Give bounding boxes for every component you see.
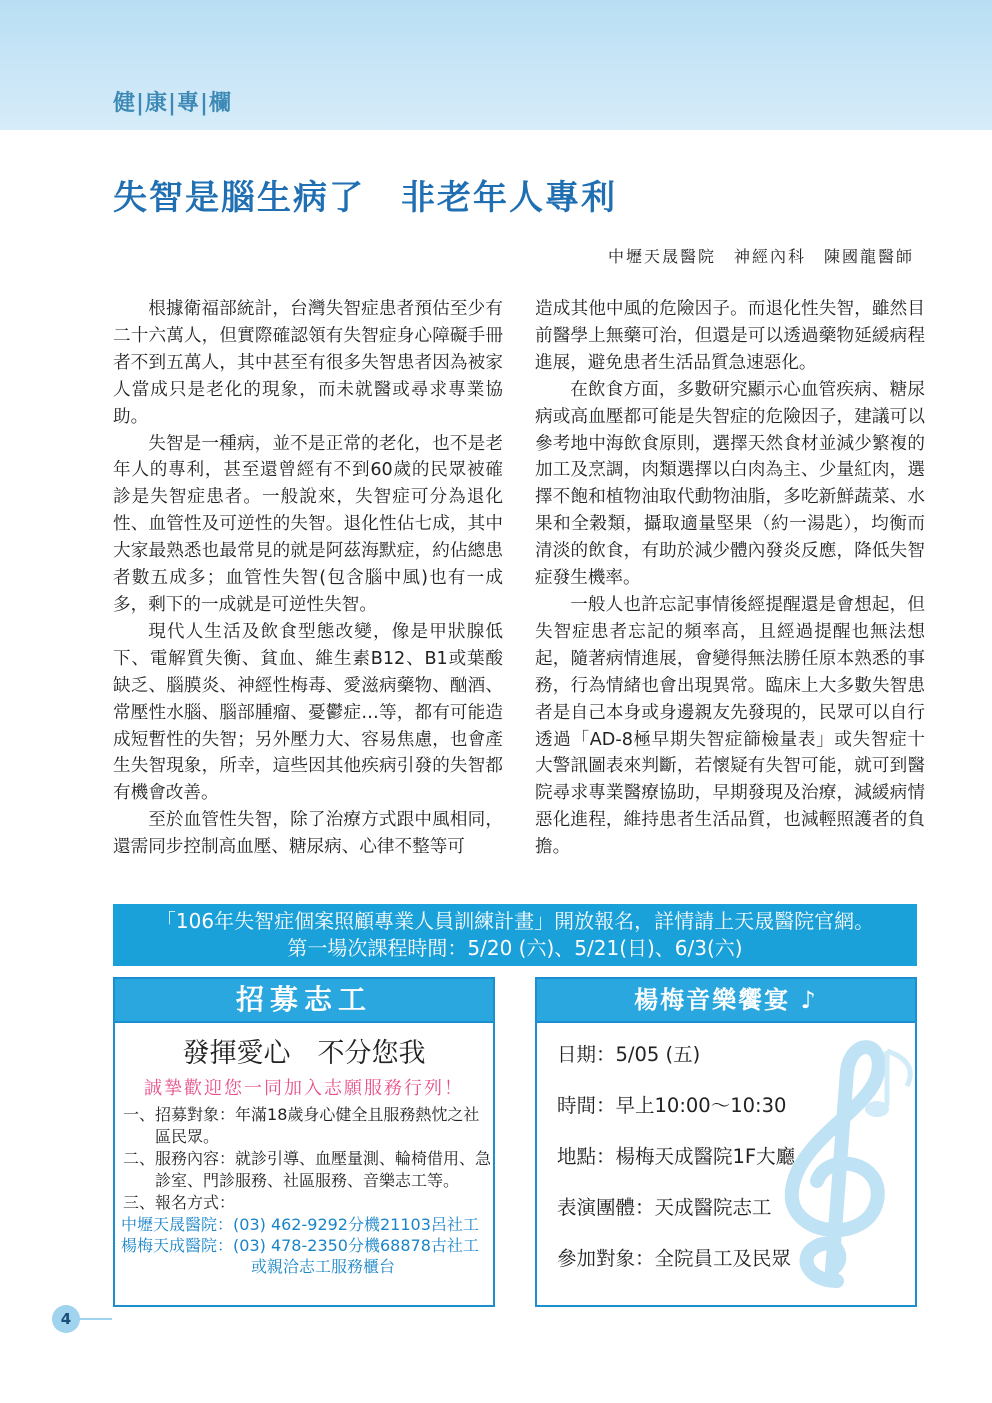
volunteer-box — [113, 977, 495, 1307]
concert-time: 時間：早上10:00～10:30 — [557, 1094, 787, 1117]
training-banner — [113, 904, 917, 966]
contact-row — [121, 1235, 493, 1256]
contact-name: 楊梅天成醫院： — [121, 1236, 234, 1255]
article-paragraph: 至於血管性失智，除了治療方式跟中風相同，還需同步控制高血壓、糖尿病、心律不整等可 — [113, 810, 503, 858]
article-paragraph: 失智是一種病，並不是正常的老化，也不是老年人的專利，甚至還曾經有不到60歲的民眾被確診是失智症患者。一般說來，失智症可分為退化性、血管性及可逆性的失智。退化性佔七成，其中大家最熟悉也最常見的就是阿茲海默症，約佔總患者數五成多；血管性失智(包含腦中風)也有一成多，剩下的一成就是可逆性失智。 — [113, 433, 503, 615]
banner-line: 「106年失智症個案照顧專業人員訓練計畫」開放報名，詳情請上天晟醫院官網。 — [155, 909, 875, 933]
article-byline: 中壢天晟醫院 神經內科 陳國龍醫師 — [607, 247, 914, 266]
volunteer-heading: 招募志工 — [115, 979, 493, 1023]
concert-group: 表演團體：天成醫院志工 — [557, 1196, 772, 1219]
contact-phone: (03) 478-2350分機68878古社工 — [233, 1236, 479, 1255]
list-item — [123, 1192, 493, 1214]
article-paragraph: 造成其他中風的危險因子。而退化性失智，雖然目前醫學上無藥可治，但還是可以透過藥物延緩病程進展，避免患者生活品質急速惡化。 — [535, 299, 925, 373]
article-paragraph: 在飲食方面，多數研究顯示心血管疾病、糖尿病或高血壓都可能是失智症的危險因子，建議可以參考地中海飲食原則，選擇天然食材並減少繁複的加工及烹調，肉類選擇以白肉為主、少量紅肉，選擇不飽和植物油取代動物油脂，多吃新鮮蔬菜、水果和全穀類，攝取適量堅果（約一湯匙），均衡而清淡的飲食，有助於減少體內發炎反應，降低失智症發生機率。 — [535, 379, 925, 589]
article-left-column — [113, 296, 503, 861]
list-item-text: 服務內容：就診引導、血壓量測、輪椅借用、急診室、門診服務、社區服務、音樂志工等。 — [155, 1149, 492, 1190]
contact-name: 中壢天晟醫院： — [121, 1215, 234, 1234]
concert-heading: 楊梅音樂饗宴 ♪ — [537, 979, 915, 1023]
article-paragraph: 根據衛福部統計，台灣失智症患者預估至少有二十六萬人，但實際確認領有失智症身心障礙手冊者不到五萬人，其中甚至有很多失智患者因為被家人當成只是老化的現象，而未就醫或尋求專業協助。 — [113, 299, 503, 427]
volunteer-contacts — [121, 1214, 493, 1277]
volunteer-list — [123, 1104, 493, 1214]
contact-row — [121, 1214, 493, 1235]
volunteer-welcome: 誠摯歡迎您一同加入志願服務行列！ — [144, 1078, 464, 1099]
list-item-number: 二、 — [123, 1149, 156, 1168]
concert-info — [557, 1043, 795, 1298]
article-title: 失智是腦生病了 非老年人專利 — [113, 178, 617, 218]
page-number: 4 — [52, 1305, 80, 1333]
list-item-text: 招募對象：年滿18歲身心健全且服務熱忱之社區民眾。 — [155, 1105, 480, 1146]
concert-date: 日期：5/05 (五) — [557, 1043, 701, 1066]
article-right-column — [535, 296, 925, 861]
list-item — [123, 1104, 493, 1148]
concert-audience: 參加對象：全院員工及民眾 — [557, 1247, 792, 1270]
contact-extra: 或親洽志工服務櫃台 — [251, 1257, 396, 1276]
list-item-number: 一、 — [123, 1105, 156, 1124]
list-item-number: 三、 — [123, 1193, 156, 1212]
article-paragraph: 現代人生活及飲食型態改變，像是甲狀腺低下、電解質失衡、貧血、維生素B12、B1或葉酸缺乏、腦膜炎、神經性梅毒、愛滋病藥物、酗酒、常壓性水腦、腦部腫瘤、憂鬱症…等，都有可能造成短暫性的失智；另外壓力大、容易焦慮，也會產生失智現象，所幸，這些因其他疾病引發的失智都有機會改善。 — [113, 621, 503, 804]
section-label: 健|康|專|欄 — [113, 90, 233, 116]
list-item-text: 報名方式： — [155, 1193, 236, 1212]
article-paragraph: 一般人也許忘記事情後經提醒還是會想起，但失智症患者忘記的頻率高，且經過提醒也無法想起，隨著病情進展，會變得無法勝任原本熟悉的事務，行為情緒也會出現異常。臨床上大多數失智患者是自己本身或身邊親友先發現的，民眾可以自行透過「AD-8極早期失智症篩檢量表」或失智症十大警訊圖表來判斷，若懷疑有失智可能，就可到醫院尋求專業醫療協助，早期發現及治療，減緩病情惡化進程，維持患者生活品質，也減輕照護者的負擔。 — [535, 594, 925, 858]
banner-line: 第一場次課程時間：5/20 (六)、5/21(日)、6/3(六) — [287, 936, 743, 960]
contact-phone: (03) 462-9292分機21103呂社工 — [233, 1215, 479, 1234]
concert-box — [535, 977, 917, 1307]
list-item — [123, 1148, 493, 1192]
volunteer-slogan: 發揮愛心 不分您我 — [182, 1038, 426, 1069]
concert-place: 地點：楊梅天成醫院1F大廳 — [557, 1145, 796, 1168]
